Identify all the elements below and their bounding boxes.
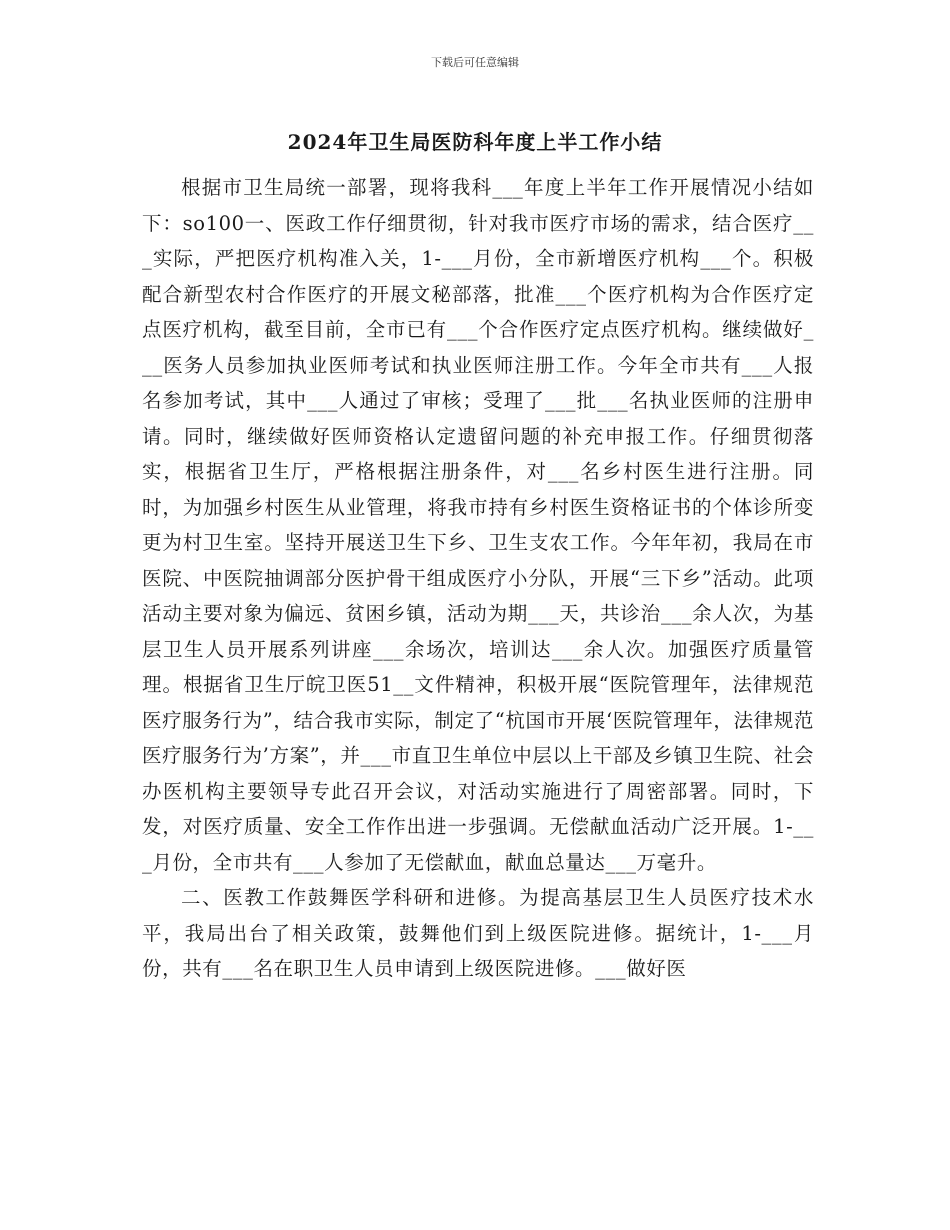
paragraph-2: 二、医教工作鼓舞医学科研和进修。为提高基层卫生人员医疗技术水平，我局出台了相关政策，鼓舞他们到上级医院进修。据统计，1-___月份，共有___名在职卫生人员申请到上级医院进修。___做好医 (142, 886, 814, 980)
document-title: 2024年卫生局医防科年度上半工作小结 (287, 130, 663, 154)
header-note: 下载后可任意编辑 (431, 56, 519, 69)
document-body (142, 170, 814, 987)
paragraph-1: 根据市卫生局统一部署，现将我科___年度上半年工作开展情况小结如下：so100一、医政工作仔细贯彻，针对我市医疗市场的需求，结合医疗___实际，严把医疗机构准入关，1-___月份，全市新增医疗机构___个。积极配合新型农村合作医疗的开展文秘部落，批准___个医疗机构为合作医疗定点医疗机构，截至目前，全市已有___个合作医疗定点医疗机构。继续做好___医务人员参加执业医师考试和执业医师注册工作。今年全市共有___人报名参加考试，其中___人通过了审核；受理了___批___名执业医师的注册申请。同时，继续做好医师资格认定遗留问题的补充申报工作。仔细贯彻落实，根据省卫生厅，严格根据注册条件，对___名乡村医生进行注册。同时，为加强乡村医生从业管理，将我市持有乡村医生资格证书的个体诊所变更为村卫生室。坚持开展送卫生下乡、卫生支农工作。今年年初，我局在市医院、中医院抽调部分医护骨干组成医疗小分队，开展“三下乡”活动。此项活动主要对象为偏远、贫困乡镇，活动为期___天，共诊治___余人次，为基层卫生人员开展系列讲座___余场次，培训达___余人次。加强医疗质量管理。根据省卫生厅皖卫医51__文件精神，积极开展“医院管理年，法律规范医疗服务行为”，结合我市实际，制定了“杭国市开展‘医院管理年，法律规范医疗服务行为’方案”，并___市直卫生单位中层以上干部及乡镇卫生院、社会办医机构主要领导专此召开会议，对活动实施进行了周密部署。同时，下发，对医疗质量、安全工作作出进一步强调。无偿献血活动广泛开展。1-___月份，全市共有___人参加了无偿献血，献血总量达___万毫升。 (142, 176, 814, 874)
